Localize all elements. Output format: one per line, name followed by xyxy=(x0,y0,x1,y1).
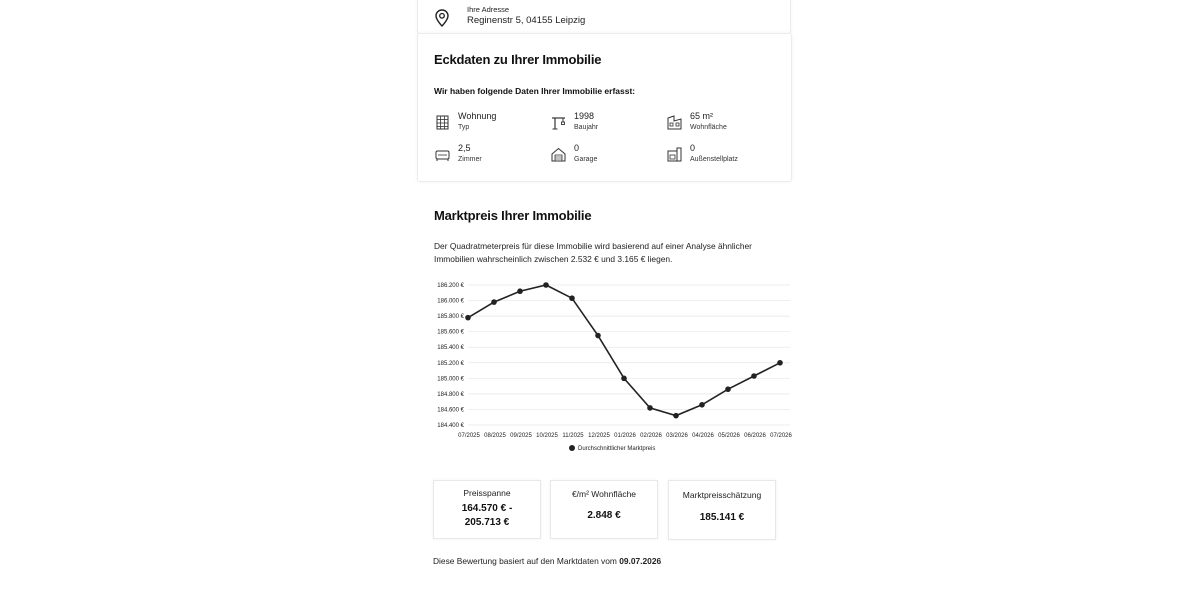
fact-type xyxy=(435,111,545,137)
crane-icon xyxy=(551,115,566,130)
address-label: Ihre Adresse xyxy=(467,5,510,14)
facts-title: Eckdaten zu Ihrer Immobilie xyxy=(434,52,602,67)
x-tick-label: 01/2026 xyxy=(614,433,636,439)
data-point xyxy=(569,295,575,301)
facts-card xyxy=(417,33,792,182)
price-range-label: Preisspanne xyxy=(463,488,511,498)
garage-icon xyxy=(551,147,566,162)
price-chart-svg xyxy=(428,278,800,456)
y-tick-label: 184.800 € xyxy=(437,391,464,398)
fact-type-value: Wohnung xyxy=(458,111,497,121)
x-tick-label: 11/2025 xyxy=(562,433,584,439)
location-pin-icon xyxy=(435,9,449,27)
estimate-label: Marktpreisschätzung xyxy=(682,490,762,500)
price-range-value-line1: 164.570 € - xyxy=(461,503,513,514)
data-point xyxy=(595,333,601,339)
fact-garage-value: 0 xyxy=(574,143,580,153)
x-tick-label: 06/2026 xyxy=(744,433,766,439)
footer-note xyxy=(433,556,661,566)
sqm-price-value: 2.848 € xyxy=(587,510,621,521)
price-range-value-line2: 205.713 € xyxy=(464,517,510,528)
address-value: Reginenstr 5, 04155 Leipzig xyxy=(467,15,586,26)
sofa-icon xyxy=(435,147,450,162)
x-tick-label: 07/2026 xyxy=(770,433,792,439)
address-card xyxy=(417,0,791,34)
footer-date: 09.07.2026 xyxy=(619,556,662,566)
data-point xyxy=(647,405,653,411)
x-tick-label: 09/2025 xyxy=(510,433,532,439)
y-tick-label: 186.200 € xyxy=(437,283,464,289)
fact-type-label: Typ xyxy=(458,124,470,131)
x-tick-label: 10/2025 xyxy=(536,433,558,439)
sqm-price-label: €/m² Wohnfläche xyxy=(571,489,637,499)
data-point xyxy=(777,360,783,366)
y-tick-label: 185.600 € xyxy=(437,329,464,336)
market-description xyxy=(434,240,779,265)
fact-parking xyxy=(667,143,777,169)
footer-text: Diese Bewertung basiert auf den Marktdaten vom xyxy=(433,556,617,566)
market-title: Marktpreis Ihrer Immobilie xyxy=(434,208,592,223)
fact-garage xyxy=(551,143,661,169)
fact-rooms xyxy=(435,143,545,169)
fact-year xyxy=(551,111,661,137)
fact-area xyxy=(667,111,777,137)
price-range-box xyxy=(433,480,541,539)
market-description-line1: Der Quadratmeterpreis für diese Immobilie wird basierend auf einer Analyse ähnlicher xyxy=(434,241,752,251)
x-tick-label: 04/2026 xyxy=(692,433,714,439)
x-tick-label: 05/2026 xyxy=(718,433,740,439)
data-point xyxy=(699,402,705,408)
fact-rooms-value: 2,5 xyxy=(458,143,471,153)
fact-parking-label: Außenstellplatz xyxy=(690,156,738,163)
estimate-box xyxy=(668,480,776,540)
facts-subtitle: Wir haben folgende Daten Ihrer Immobilie erfasst: xyxy=(434,86,636,96)
data-point xyxy=(465,315,471,321)
y-tick-label: 185.400 € xyxy=(437,345,464,352)
data-point xyxy=(621,376,627,382)
y-tick-label: 184.400 € xyxy=(437,423,464,429)
fact-area-value: 65 m² xyxy=(690,111,714,121)
data-point xyxy=(543,282,549,288)
fact-year-value: 1998 xyxy=(574,111,595,121)
data-point xyxy=(751,373,757,379)
data-point xyxy=(673,413,679,419)
data-point xyxy=(517,288,523,294)
x-tick-label: 12/2025 xyxy=(588,433,610,439)
y-tick-label: 185.200 € xyxy=(437,360,464,367)
series-line xyxy=(468,285,780,416)
estimate-value: 185.141 € xyxy=(699,512,745,523)
fact-garage-label: Garage xyxy=(574,156,598,163)
floorplan-icon xyxy=(667,115,682,130)
data-point xyxy=(725,386,731,392)
y-tick-label: 185.800 € xyxy=(437,314,464,321)
sqm-price-box xyxy=(550,480,658,539)
data-point xyxy=(491,299,497,305)
fact-rooms-label: Zimmer xyxy=(458,156,482,163)
parking-icon xyxy=(667,147,682,162)
y-tick-label: 186.000 € xyxy=(437,298,464,305)
legend-label: Durchschnittlicher Marktpreis xyxy=(578,446,656,452)
x-tick-label: 02/2026 xyxy=(640,433,662,439)
legend-marker xyxy=(569,445,575,451)
x-tick-label: 03/2026 xyxy=(666,433,688,439)
price-chart xyxy=(428,278,800,456)
fact-area-label: Wohnfläche xyxy=(690,124,727,131)
fact-year-label: Baujahr xyxy=(574,124,599,131)
building-icon xyxy=(435,115,450,130)
y-tick-label: 185.000 € xyxy=(437,376,464,383)
y-tick-label: 184.600 € xyxy=(437,407,464,414)
market-description-line2: Immobilien wahrscheinlich zwischen 2.532 € und 3.165 € liegen. xyxy=(434,253,673,264)
fact-parking-value: 0 xyxy=(690,143,696,153)
x-tick-label: 08/2025 xyxy=(484,433,506,439)
x-tick-label: 07/2025 xyxy=(458,433,480,439)
